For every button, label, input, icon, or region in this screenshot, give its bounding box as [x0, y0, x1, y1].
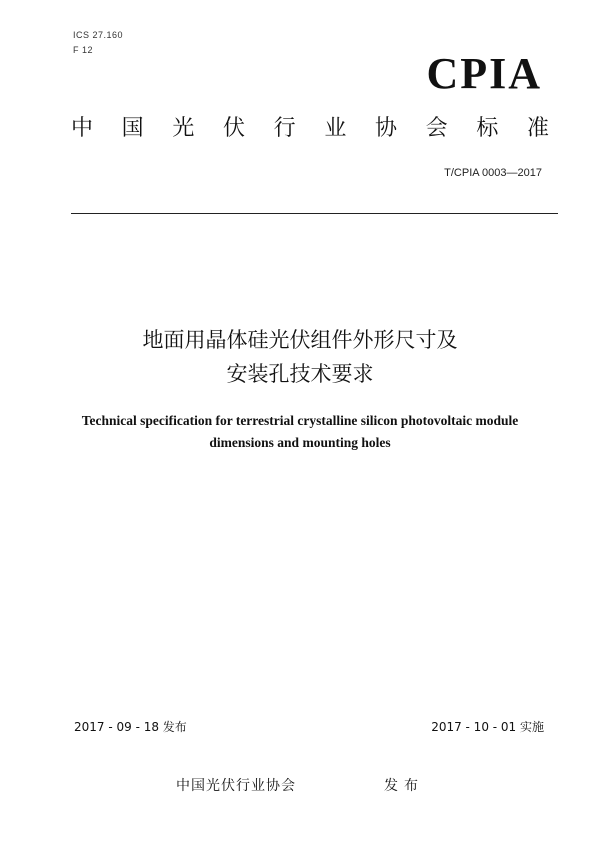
classification-code: F 12 — [73, 45, 94, 55]
document-title-chinese — [0, 323, 600, 391]
cpia-logo: CPIA — [426, 49, 542, 98]
title-en-line-1: Technical specification for terrestrial crystalline silicon photovoltaic module — [81, 413, 519, 428]
issue-date: 2017 - 09 - 18 发布 — [74, 720, 187, 734]
ics-code: ICS 27.160 — [73, 30, 124, 40]
header-divider — [71, 213, 558, 214]
publisher-name: 中国光伏行业协会 — [176, 778, 296, 794]
title-cn-line-2: 安装孔技术要求 — [226, 362, 374, 386]
implementation-date: 2017 - 10 - 01 实施 — [431, 720, 544, 734]
standard-number: T/CPIA 0003—2017 — [444, 167, 542, 179]
title-en-line-2: dimensions and mounting holes — [209, 435, 391, 450]
publish-label: 发布 — [384, 778, 424, 794]
document-title-english — [0, 410, 600, 454]
title-cn-line-1: 地面用晶体硅光伏组件外形尺寸及 — [142, 328, 458, 352]
organization-standard-heading: 中国光伏行业协会标准 — [71, 116, 549, 141]
